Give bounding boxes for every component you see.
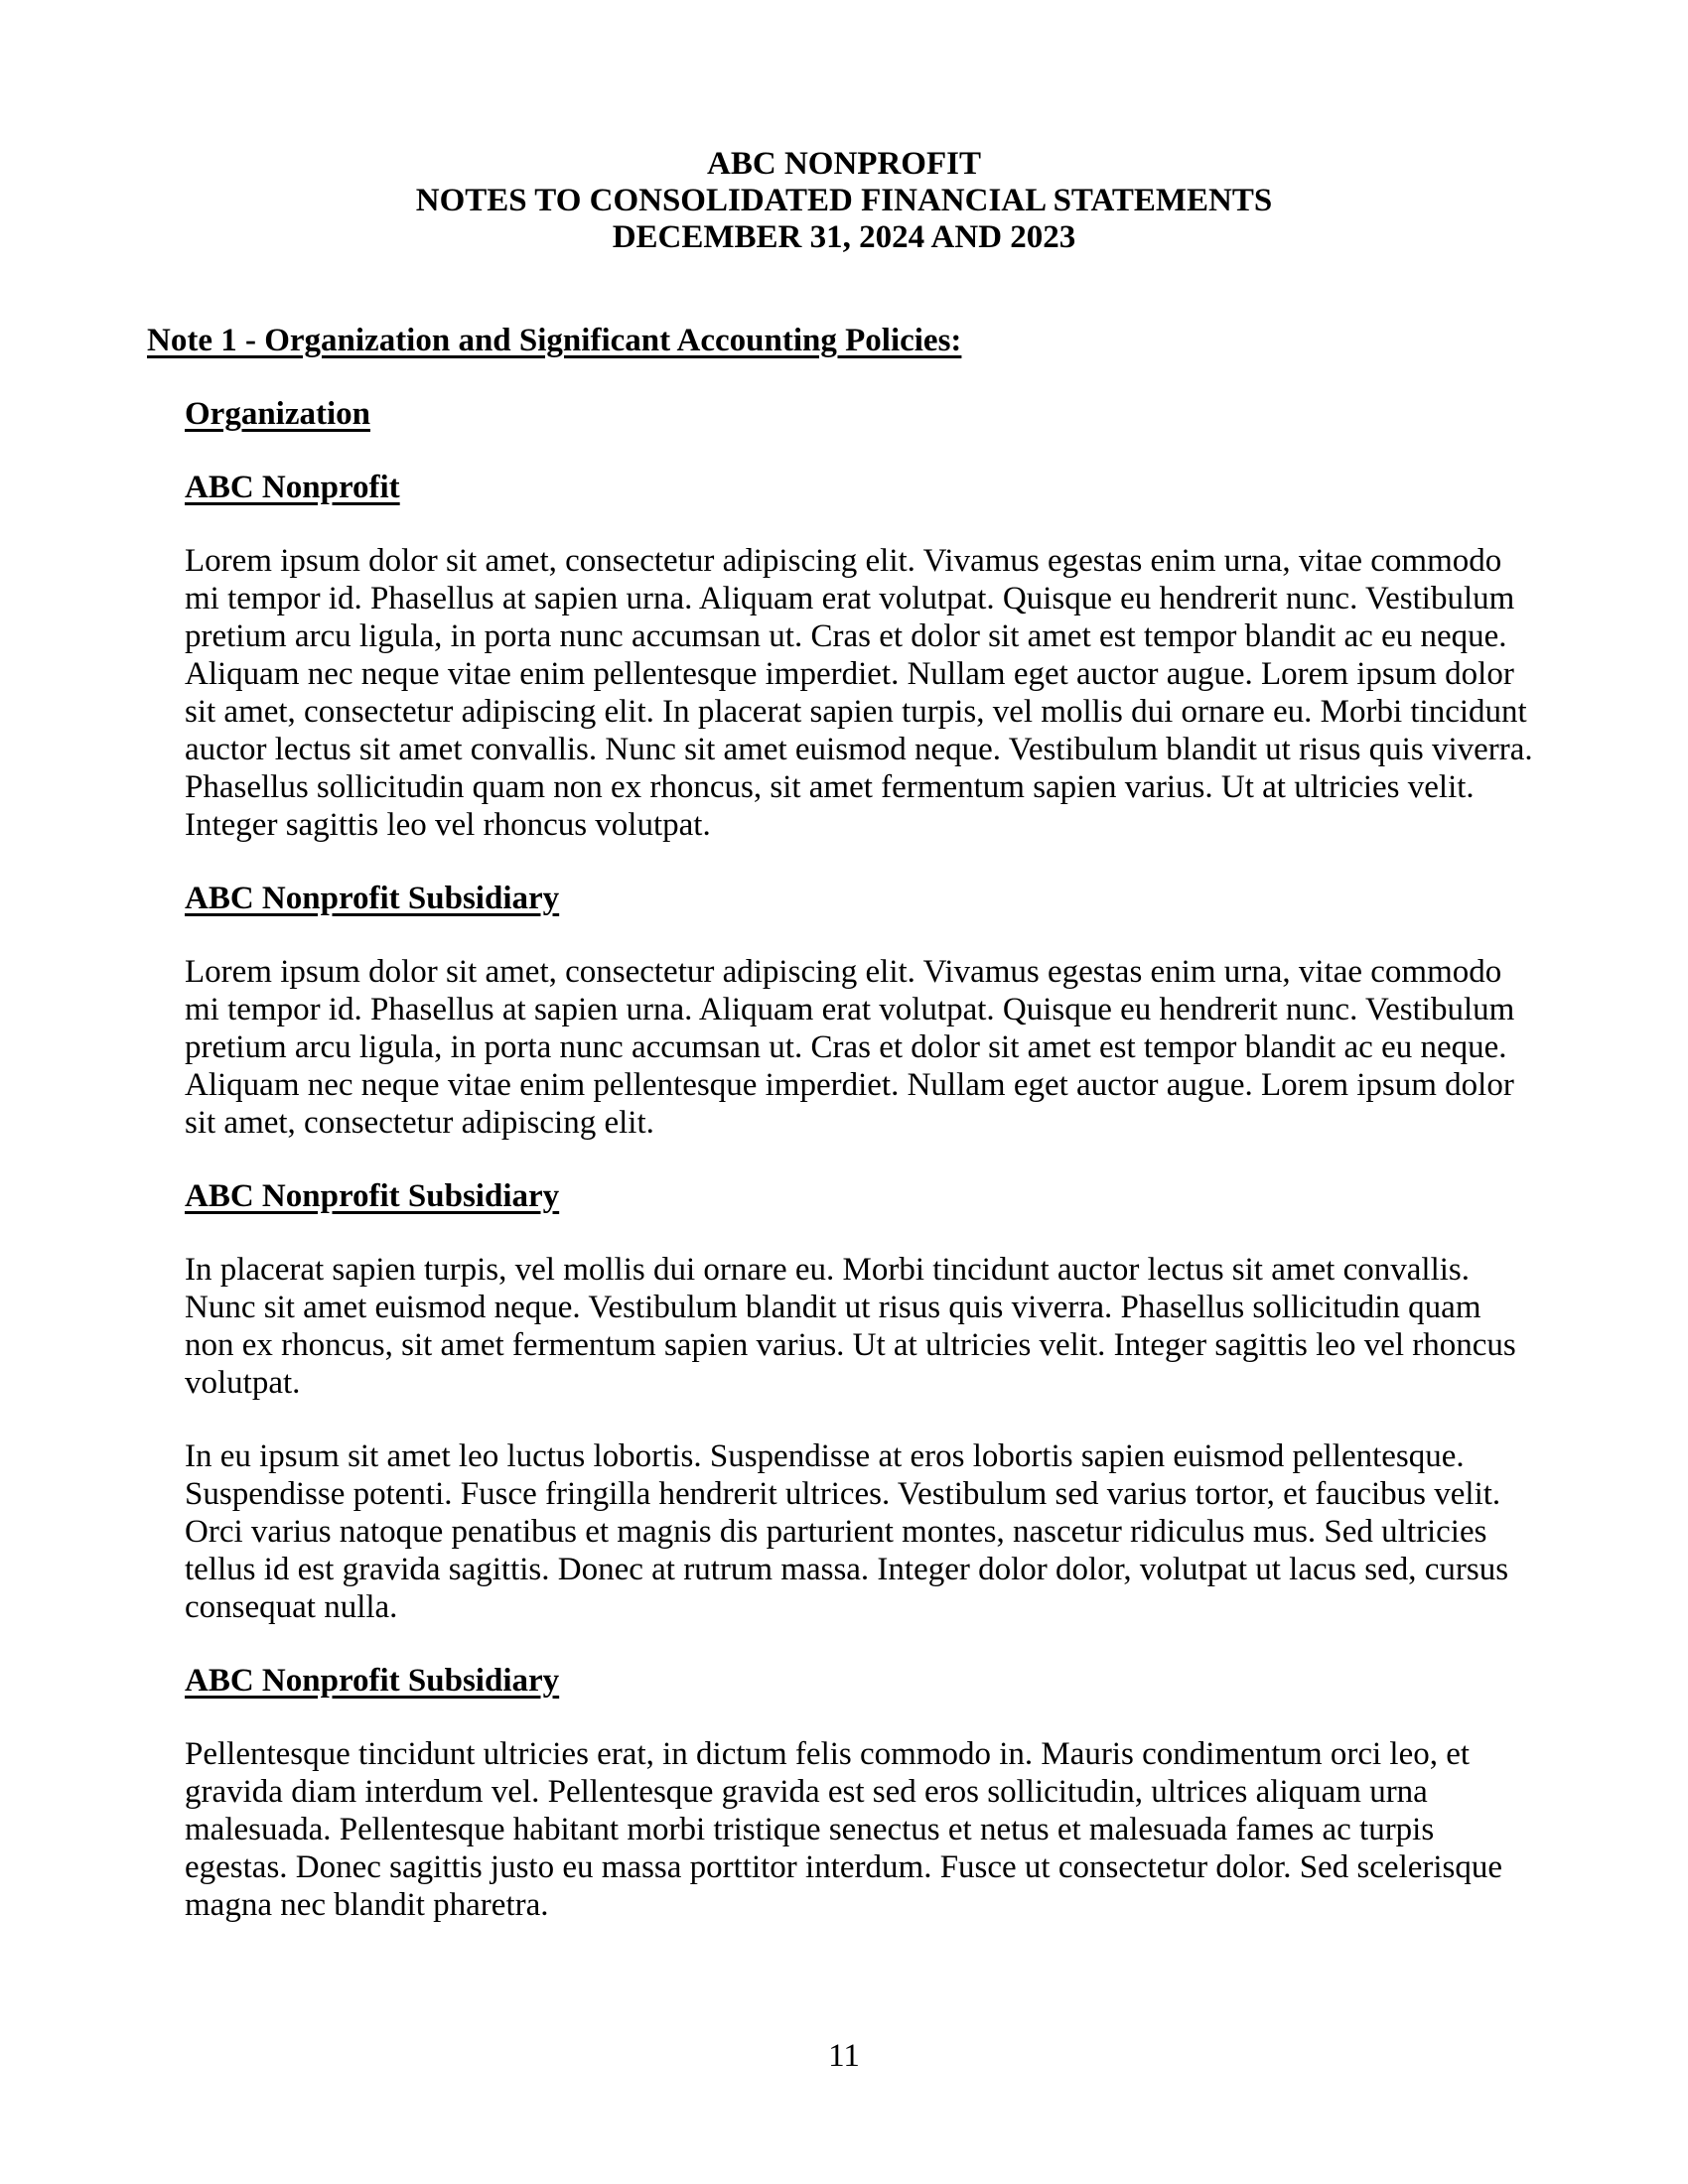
header-organization-name: ABC NONPROFIT bbox=[707, 146, 981, 182]
section-heading-abc-nonprofit-subsidiary-1: ABC Nonprofit Subsidiary bbox=[185, 881, 560, 916]
organization-subheading: Organization bbox=[185, 396, 370, 432]
section-heading-abc-nonprofit-subsidiary-2: ABC Nonprofit Subsidiary bbox=[185, 1178, 560, 1214]
section-heading-abc-nonprofit-subsidiary-3: ABC Nonprofit Subsidiary bbox=[185, 1663, 560, 1699]
document-header bbox=[0, 0, 1688, 256]
note1-heading-text: Note 1 - Organization and Significant Accounting Policies: bbox=[147, 323, 962, 358]
body-paragraph: In placerat sapien turpis, vel mollis dui ornare eu. Morbi tincidunt auctor lectus sit amet convallis. Nunc sit amet euismod neque. Vestibulum blandit ut risus quis viverra. Phasellus sollicitudin quam non ex rhoncus, sit amet fermentum sapien varius. Ut at ultricies velit. Integer sagittis leo vel rhoncus volutpat. bbox=[185, 1252, 1516, 1401]
note1-body bbox=[185, 395, 1535, 1924]
body-paragraph: Lorem ipsum dolor sit amet, consectetur adipiscing elit. Vivamus egestas enim urna, vitae commodo mi tempor id. Phasellus at sapien urna. Aliquam erat volutpat. Quisque eu hendrerit nunc. Vestibulum pretium arcu ligula, in porta nunc accumsan ut. Cras et dolor sit amet est tempor blandit ac eu neque. Aliquam nec neque vitae enim pellentesque imperdiet. Nullam eget auctor augue. Lorem ipsum dolor sit amet, consectetur adipiscing elit. In placerat sapien turpis, vel mollis dui ornare eu. Morbi tincidunt auctor lectus sit amet convallis. Nunc sit amet euismod neque. Vestibulum blandit ut risus quis viverra. Phasellus sollicitudin quam non ex rhoncus, sit amet fermentum sapien varius. Ut at ultricies velit. Integer sagittis leo vel rhoncus volutpat. bbox=[185, 543, 1533, 843]
note1-heading bbox=[147, 322, 1688, 359]
section-heading-abc-nonprofit: ABC Nonprofit bbox=[185, 470, 400, 505]
body-paragraph: Lorem ipsum dolor sit amet, consectetur adipiscing elit. Vivamus egestas enim urna, vitae commodo mi tempor id. Phasellus at sapien urna. Aliquam erat volutpat. Quisque eu hendrerit nunc. Vestibulum pretium arcu ligula, in porta nunc accumsan ut. Cras et dolor sit amet est tempor blandit ac eu neque. Aliquam nec neque vitae enim pellentesque imperdiet. Nullam eget auctor augue. Lorem ipsum dolor sit amet, consectetur adipiscing elit. bbox=[185, 954, 1515, 1141]
header-period-line: DECEMBER 31, 2024 AND 2023 bbox=[612, 219, 1076, 255]
header-document-title: NOTES TO CONSOLIDATED FINANCIAL STATEMENTS bbox=[415, 183, 1273, 218]
body-paragraph: In eu ipsum sit amet leo luctus lobortis. Suspendisse at eros lobortis sapien euismod pellentesque. Suspendisse potenti. Fusce fringilla hendrerit ultrices. Vestibulum sed varius tortor, et faucibus velit. Orci varius natoque penatibus et magnis dis parturient montes, nascetur ridiculus mus. Sed ultricies tellus id est gravida sagittis. Donec at rutrum massa. Integer dolor dolor, volutpat ut lacus sed, cursus consequat nulla. bbox=[185, 1438, 1509, 1625]
page-number: 11 bbox=[828, 2038, 860, 2074]
body-paragraph: Pellentesque tincidunt ultricies erat, in dictum felis commodo in. Mauris condimentum orci leo, et gravida diam interdum vel. Pellentesque gravida est sed eros sollicitudin, ultrices aliquam urna malesuada. Pellentesque habitant morbi tristique senectus et netus et malesuada fames ac turpis egestas. Donec sagittis justo eu massa porttitor interdum. Fusce ut consectetur dolor. Sed scelerisque magna nec blandit pharetra. bbox=[185, 1736, 1503, 1923]
